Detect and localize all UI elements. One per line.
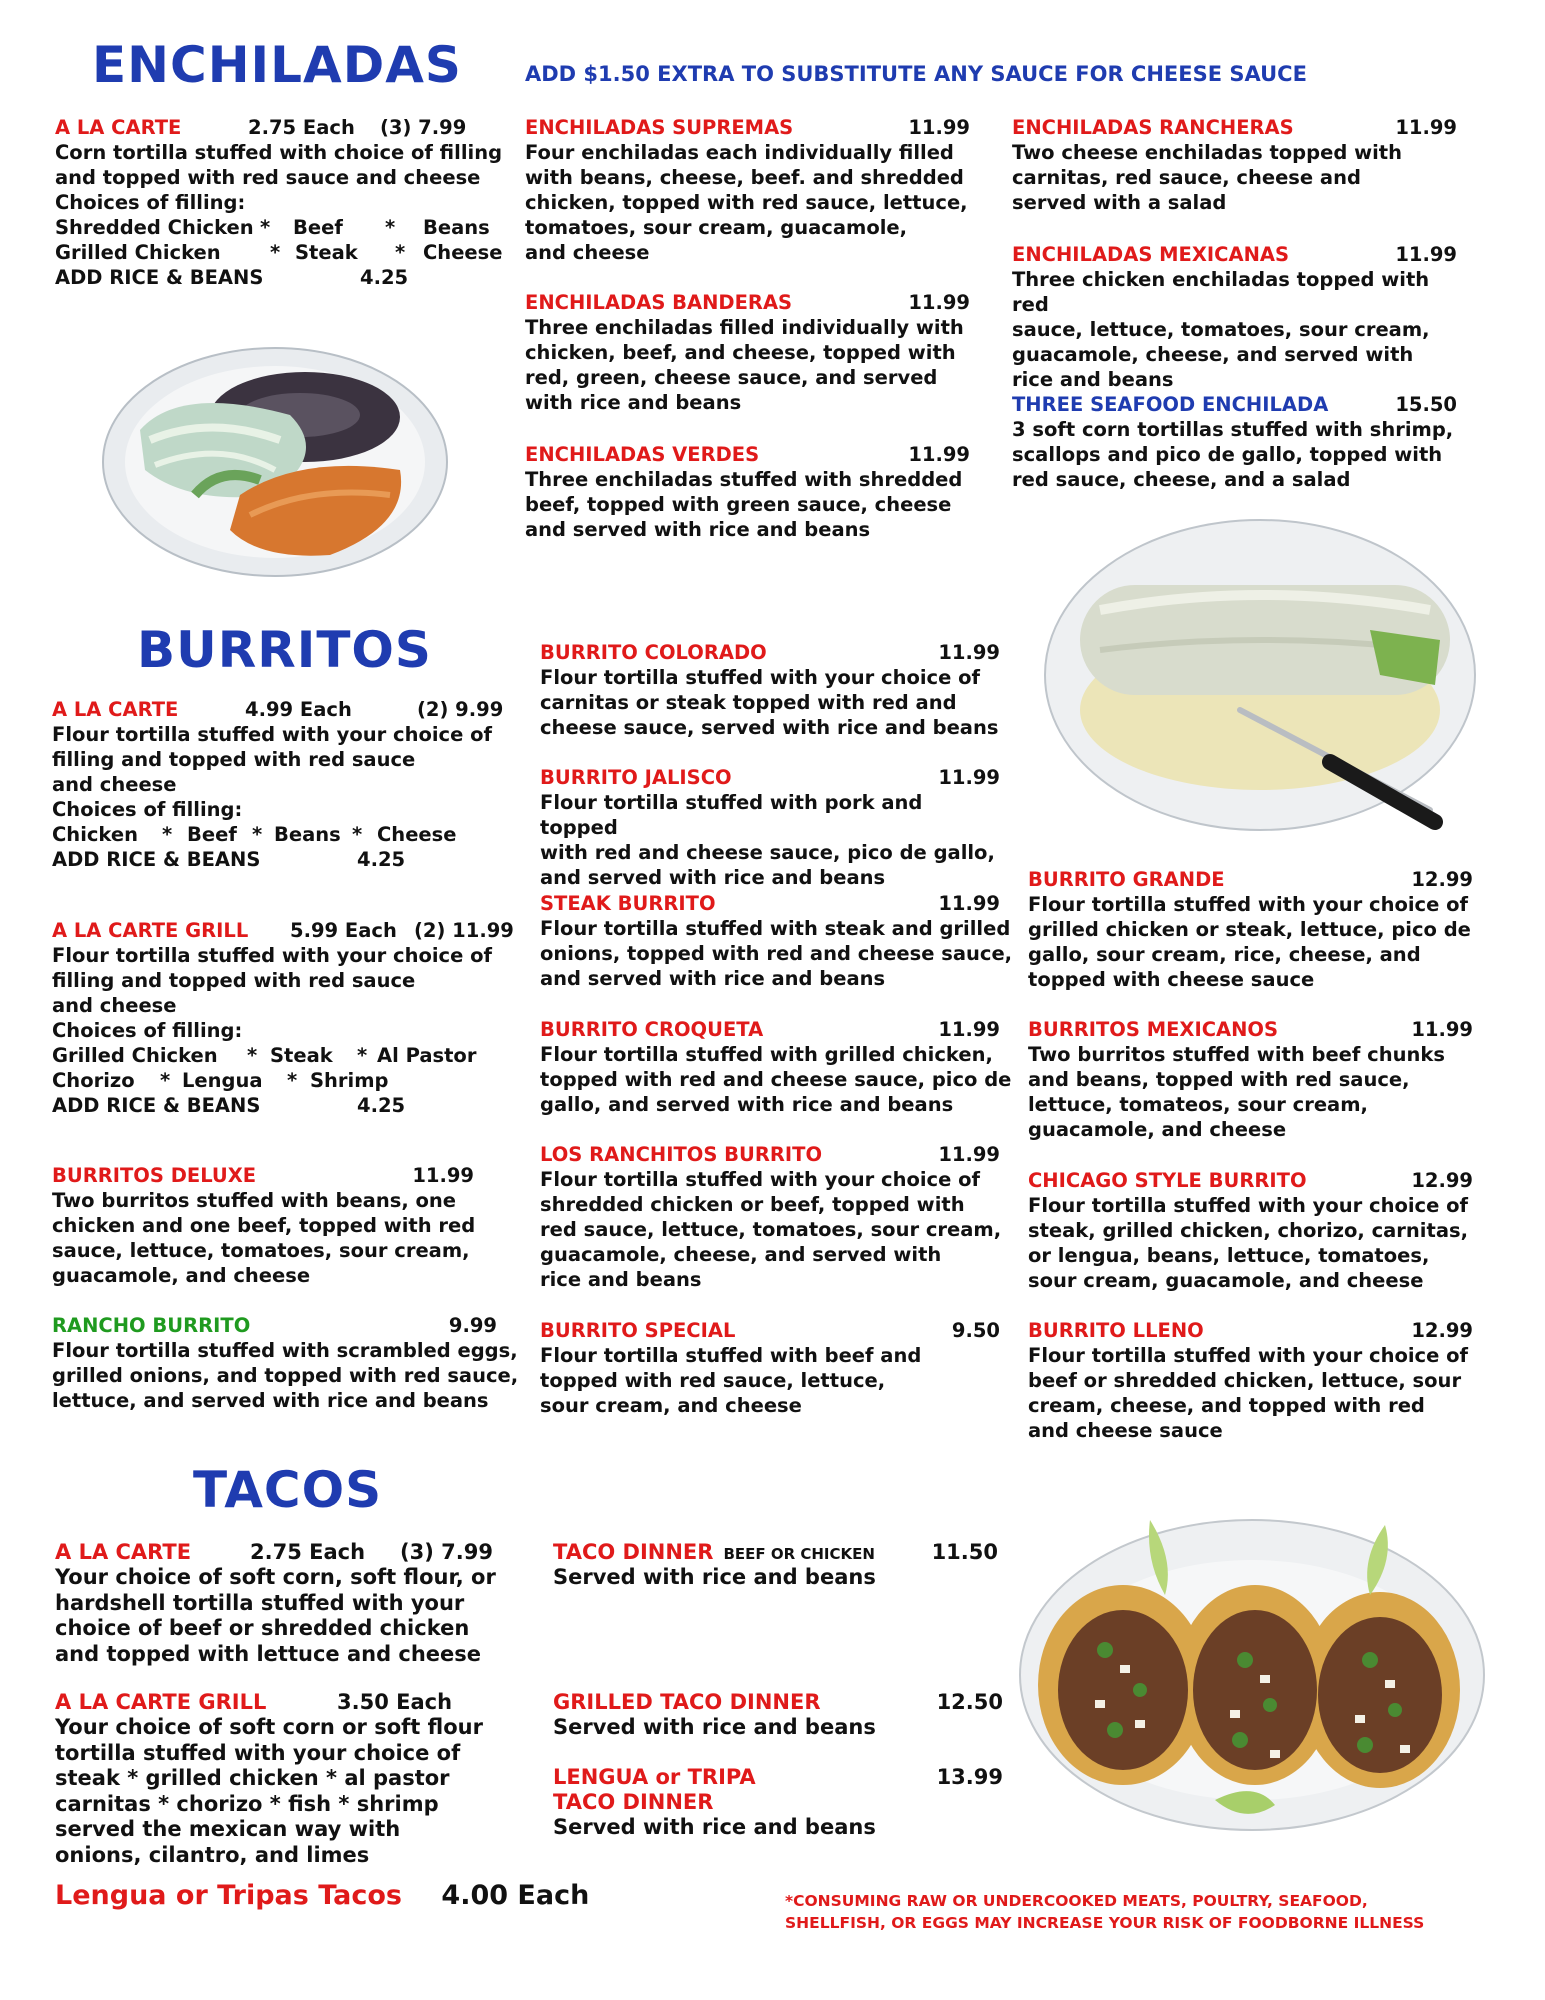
item-price: 12.99 [1411, 868, 1473, 891]
add-on-label: ADD RICE & BEANS [52, 848, 261, 871]
item-name: A LA CARTE [55, 1540, 192, 1564]
separator: * [160, 1069, 171, 1092]
item-description: Two cheese enchiladas topped with carnitas, red sauce, cheese and served with a salad [1012, 141, 1402, 214]
menu-item-los-ranchitos-burrito [540, 1142, 1015, 1292]
menu-item-burrito-colorado [540, 640, 1000, 740]
menu-item-burrito-special [540, 1318, 1015, 1418]
item-price-multi: (3) 7.99 [400, 1540, 493, 1564]
menu-item-three-seafood-enchilada [1012, 392, 1457, 492]
item-description: Two burritos stuffed with beans, one chicken and one beef, topped with red sauce, lettuce, tomatoes, sour cream, guacamole, and cheese [52, 1189, 476, 1287]
add-on-price: 4.25 [360, 266, 409, 289]
menu-item-enchiladas-verdes [525, 442, 970, 542]
menu-item-enchiladas-supremas [525, 115, 970, 265]
item-price: 11.99 [938, 766, 1000, 789]
item-description: Served with rice and beans [553, 1715, 876, 1739]
item-price: 11.99 [1395, 243, 1457, 266]
burrito-a-la-carte-grill [52, 918, 512, 1118]
item-price: 4.00 Each [441, 1880, 590, 1911]
filling-option: Grilled Chicken [55, 241, 221, 264]
add-rice-beans [52, 1093, 512, 1118]
item-price: 11.99 [908, 443, 970, 466]
item-description: Your choice of soft corn or soft flour tortilla stuffed with your choice of steak * grilled chicken * al pastor carnitas * chorizo * fish * shrimp served the mexican way with onions, cilantro, and limes [55, 1715, 483, 1867]
separator: * [260, 216, 271, 239]
item-name: STEAK BURRITO [540, 892, 716, 915]
item-price-each: 5.99 Each [290, 919, 397, 942]
filling-option: Steak [295, 241, 358, 264]
burrito-plate-photo [1040, 510, 1480, 835]
filling-option: Grilled Chicken [52, 1044, 218, 1067]
item-name: A LA CARTE [55, 116, 182, 139]
item-price: 11.99 [938, 892, 1000, 915]
filling-choices-row [55, 240, 510, 265]
item-price: 12.99 [1411, 1319, 1473, 1342]
add-on-price: 4.25 [357, 1094, 406, 1117]
item-name: BURRITOS DELUXE [52, 1164, 257, 1187]
item-name: BURRITO LLENO [1028, 1319, 1204, 1342]
item-description: Flour tortilla stuffed with steak and grilled onions, topped with red and cheese sauce, and served with rice and beans [540, 917, 1013, 990]
item-name: ENCHILADAS VERDES [525, 443, 760, 466]
item-price-each: 2.75 Each [250, 1540, 366, 1564]
item-description: Four enchiladas each individually filled with beans, cheese, beef. and shredded chicken, topped with red sauce, lettuce, tomatoes, sour cream, guacamole, and cheese [525, 141, 968, 264]
menu-item-burrito-jalisco [540, 765, 1000, 890]
item-name: ENCHILADAS SUPREMAS [525, 116, 794, 139]
tacos-title: TACOS [193, 1461, 383, 1519]
item-name: LOS RANCHITOS BURRITO [540, 1143, 823, 1166]
item-price: 11.99 [412, 1164, 474, 1187]
item-name: ENCHILADAS MEXICANAS [1012, 243, 1290, 266]
filling-choices-row [52, 1068, 512, 1093]
item-price-each: 4.99 Each [245, 698, 352, 721]
item-name-line2: TACO DINNER [553, 1790, 714, 1814]
item-description: Served with rice and beans [553, 1815, 876, 1839]
burritos-title: BURRITOS [137, 621, 432, 679]
item-name: RANCHO BURRITO [52, 1314, 251, 1337]
item-price-multi: (3) 7.99 [380, 116, 467, 139]
item-description: Flour tortilla stuffed with your choice of filling and topped with red sauce and cheese Choices of filling: [52, 723, 492, 821]
separator: * [162, 823, 173, 846]
item-description: Flour tortilla stuffed with grilled chicken, topped with red and cheese sauce, pico de gallo, and served with rice and beans [540, 1043, 1012, 1116]
filling-option: Beef [187, 823, 237, 846]
filling-option: Cheese [377, 823, 457, 846]
item-price: 11.99 [938, 641, 1000, 664]
add-on-label: ADD RICE & BEANS [55, 266, 264, 289]
item-name: CHICAGO STYLE BURRITO [1028, 1169, 1307, 1192]
item-description: Flour tortilla stuffed with scrambled eggs, grilled onions, and topped with red sauce, lettuce, and served with rice and beans [52, 1339, 519, 1412]
item-description: Flour tortilla stuffed with your choice of grilled chicken or steak, lettuce, pico de gallo, sour cream, rice, cheese, and topped with cheese sauce [1028, 893, 1471, 991]
item-description: Three enchiladas filled individually with chicken, beef, and cheese, topped with red, green, cheese sauce, and served with rice and beans [525, 316, 964, 414]
item-price: 11.99 [908, 291, 970, 314]
item-price: 11.99 [938, 1018, 1000, 1041]
add-on-price: 4.25 [357, 848, 406, 871]
item-name: ENCHILADAS RANCHERAS [1012, 116, 1294, 139]
item-price-multi: (2) 9.99 [417, 698, 504, 721]
burrito-a-la-carte [52, 697, 512, 872]
item-price-each: 2.75 Each [248, 116, 355, 139]
lengua-tripas-tacos [55, 1880, 589, 1911]
item-name: BURRITO SPECIAL [540, 1319, 736, 1342]
add-rice-beans [52, 847, 512, 872]
menu-item-enchiladas-banderas [525, 290, 970, 415]
add-on-label: ADD RICE & BEANS [52, 1094, 261, 1117]
item-name: A LA CARTE GRILL [52, 919, 249, 942]
taco-plate-photo [1015, 1500, 1490, 1835]
item-description: Corn tortilla stuffed with choice of filling and topped with red sauce and cheese Choices of filling: [55, 141, 503, 214]
separator: * [385, 216, 396, 239]
item-description: 3 soft corn tortillas stuffed with shrimp, scallops and pico de gallo, topped with red sauce, cheese, and a salad [1012, 418, 1454, 491]
enchilada-plate-photo [100, 345, 450, 580]
item-description: Two burritos stuffed with beef chunks and beans, topped with red sauce, lettuce, tomateos, sour cream, guacamole, and cheese [1028, 1043, 1445, 1141]
item-price: 9.50 [951, 1319, 1000, 1342]
item-description: Flour tortilla stuffed with your choice of shredded chicken or beef, topped with red sauce, lettuce, tomatoes, sour cream, guacamole, cheese, and served with rice and beans [540, 1168, 1002, 1291]
item-price: 9.99 [448, 1314, 497, 1337]
menu-item-enchiladas-mexicanas [1012, 242, 1457, 392]
item-description: Flour tortilla stuffed with pork and topped with red and cheese sauce, pico de gallo, and served with rice and beans [540, 791, 995, 889]
item-description: Three chicken enchiladas topped with red sauce, lettuce, tomatoes, sour cream, guacamole, cheese, and served with rice and beans [1012, 268, 1430, 391]
menu-item-grilled-taco-dinner [553, 1690, 1003, 1741]
item-description: Three enchiladas stuffed with shredded beef, topped with green sauce, cheese and served with rice and beans [525, 468, 963, 541]
add-rice-beans [55, 265, 510, 290]
separator: * [247, 1044, 258, 1067]
item-description: Flour tortilla stuffed with your choice of beef or shredded chicken, lettuce, sour cream, cheese, and topped with red and cheese sauce [1028, 1344, 1468, 1442]
item-price: 11.99 [938, 1143, 1000, 1166]
menu-item-lengua-tripa-taco-dinner [553, 1765, 1003, 1841]
item-description: Served with rice and beans [553, 1565, 876, 1589]
item-name: ENCHILADAS BANDERAS [525, 291, 793, 314]
item-price: 12.99 [1411, 1169, 1473, 1192]
filling-option: Al Pastor [377, 1044, 477, 1067]
filling-option: Beans [274, 823, 341, 846]
taco-a-la-carte-grill [55, 1690, 515, 1868]
item-subtitle: BEEF OR CHICKEN [723, 1545, 875, 1563]
menu-item-enchiladas-rancheras [1012, 115, 1457, 215]
separator: * [252, 823, 263, 846]
menu-item-burritos-mexicanos [1028, 1017, 1473, 1142]
item-name: THREE SEAFOOD ENCHILADA [1012, 393, 1329, 416]
item-description: Flour tortilla stuffed with your choice of carnitas or steak topped with red and cheese sauce, served with rice and beans [540, 666, 999, 739]
enchilada-a-la-carte [55, 115, 510, 290]
item-description: Flour tortilla stuffed with your choice of filling and topped with red sauce and cheese Choices of filling: [52, 944, 492, 1042]
item-name: BURRITO JALISCO [540, 766, 732, 789]
item-name: BURRITO CROQUETA [540, 1018, 764, 1041]
menu-item-taco-dinner [553, 1540, 998, 1591]
item-price-each: 3.50 Each [337, 1690, 453, 1714]
filling-option: Cheese [423, 241, 503, 264]
item-description: Flour tortilla stuffed with your choice of steak, grilled chicken, chorizo, carnitas, or lengua, beans, lettuce, tomatoes, sour cream, guacamole, and cheese [1028, 1194, 1468, 1292]
filling-option: Chicken [52, 823, 138, 846]
item-name: LENGUA or TRIPA [553, 1765, 756, 1789]
item-description: Flour tortilla stuffed with beef and topped with red sauce, lettuce, sour cream, and cheese [540, 1344, 922, 1417]
filling-option: Lengua [182, 1069, 263, 1092]
enchiladas-title: ENCHILADAS [92, 36, 462, 94]
item-price: 12.50 [936, 1690, 1003, 1714]
item-description: Your choice of soft corn, soft flour, or hardshell tortilla stuffed with your choice of beef or shredded chicken and topped with lettuce and cheese [55, 1565, 496, 1666]
filling-option: Shrimp [310, 1069, 389, 1092]
item-price: 13.99 [936, 1765, 1003, 1789]
filling-option: Chorizo [52, 1069, 135, 1092]
filling-option: Beef [293, 216, 343, 239]
item-price: 11.99 [1395, 116, 1457, 139]
separator: * [352, 823, 363, 846]
separator: * [395, 241, 406, 264]
filling-choices-row [52, 822, 512, 847]
item-price: 11.99 [1411, 1018, 1473, 1041]
item-name: BURRITO COLORADO [540, 641, 767, 664]
separator: * [357, 1044, 368, 1067]
item-price: 11.99 [908, 116, 970, 139]
menu-item-rancho-burrito [52, 1313, 522, 1413]
menu-item-chicago-style-burrito [1028, 1168, 1473, 1293]
item-name: A LA CARTE GRILL [55, 1690, 267, 1714]
filling-choices-row [52, 1043, 512, 1068]
item-price: 15.50 [1395, 393, 1457, 416]
menu-item-burrito-croqueta [540, 1017, 1015, 1117]
item-name: BURRITO GRANDE [1028, 868, 1225, 891]
menu-item-burrito-lleno [1028, 1318, 1473, 1443]
foodborne-illness-warning: *CONSUMING RAW OR UNDERCOOKED MEATS, POULTRY, SEAFOOD, SHELLFISH, OR EGGS MAY INCREASE YOUR RISK OF FOODBORNE ILLNESS [785, 1892, 1425, 1932]
menu-item-burritos-deluxe [52, 1163, 492, 1288]
item-name: TACO DINNER [553, 1540, 714, 1564]
filling-option: Steak [270, 1044, 333, 1067]
item-name: BURRITOS MEXICANOS [1028, 1018, 1279, 1041]
taco-a-la-carte [55, 1540, 515, 1667]
item-price-multi: (2) 11.99 [414, 919, 514, 942]
item-name: A LA CARTE [52, 698, 179, 721]
filling-option: Beans [423, 216, 490, 239]
separator: * [270, 241, 281, 264]
item-name: GRILLED TACO DINNER [553, 1690, 821, 1714]
cheese-sauce-notice: ADD $1.50 EXTRA TO SUBSTITUTE ANY SAUCE FOR CHEESE SAUCE [525, 62, 1307, 86]
filling-choices-row [55, 215, 510, 240]
separator: * [287, 1069, 298, 1092]
menu-item-steak-burrito [540, 891, 1015, 991]
item-name: Lengua or Tripas Tacos [55, 1880, 402, 1911]
menu-item-burrito-grande [1028, 867, 1473, 992]
filling-option: Shredded Chicken [55, 216, 254, 239]
item-price: 11.50 [931, 1540, 998, 1564]
